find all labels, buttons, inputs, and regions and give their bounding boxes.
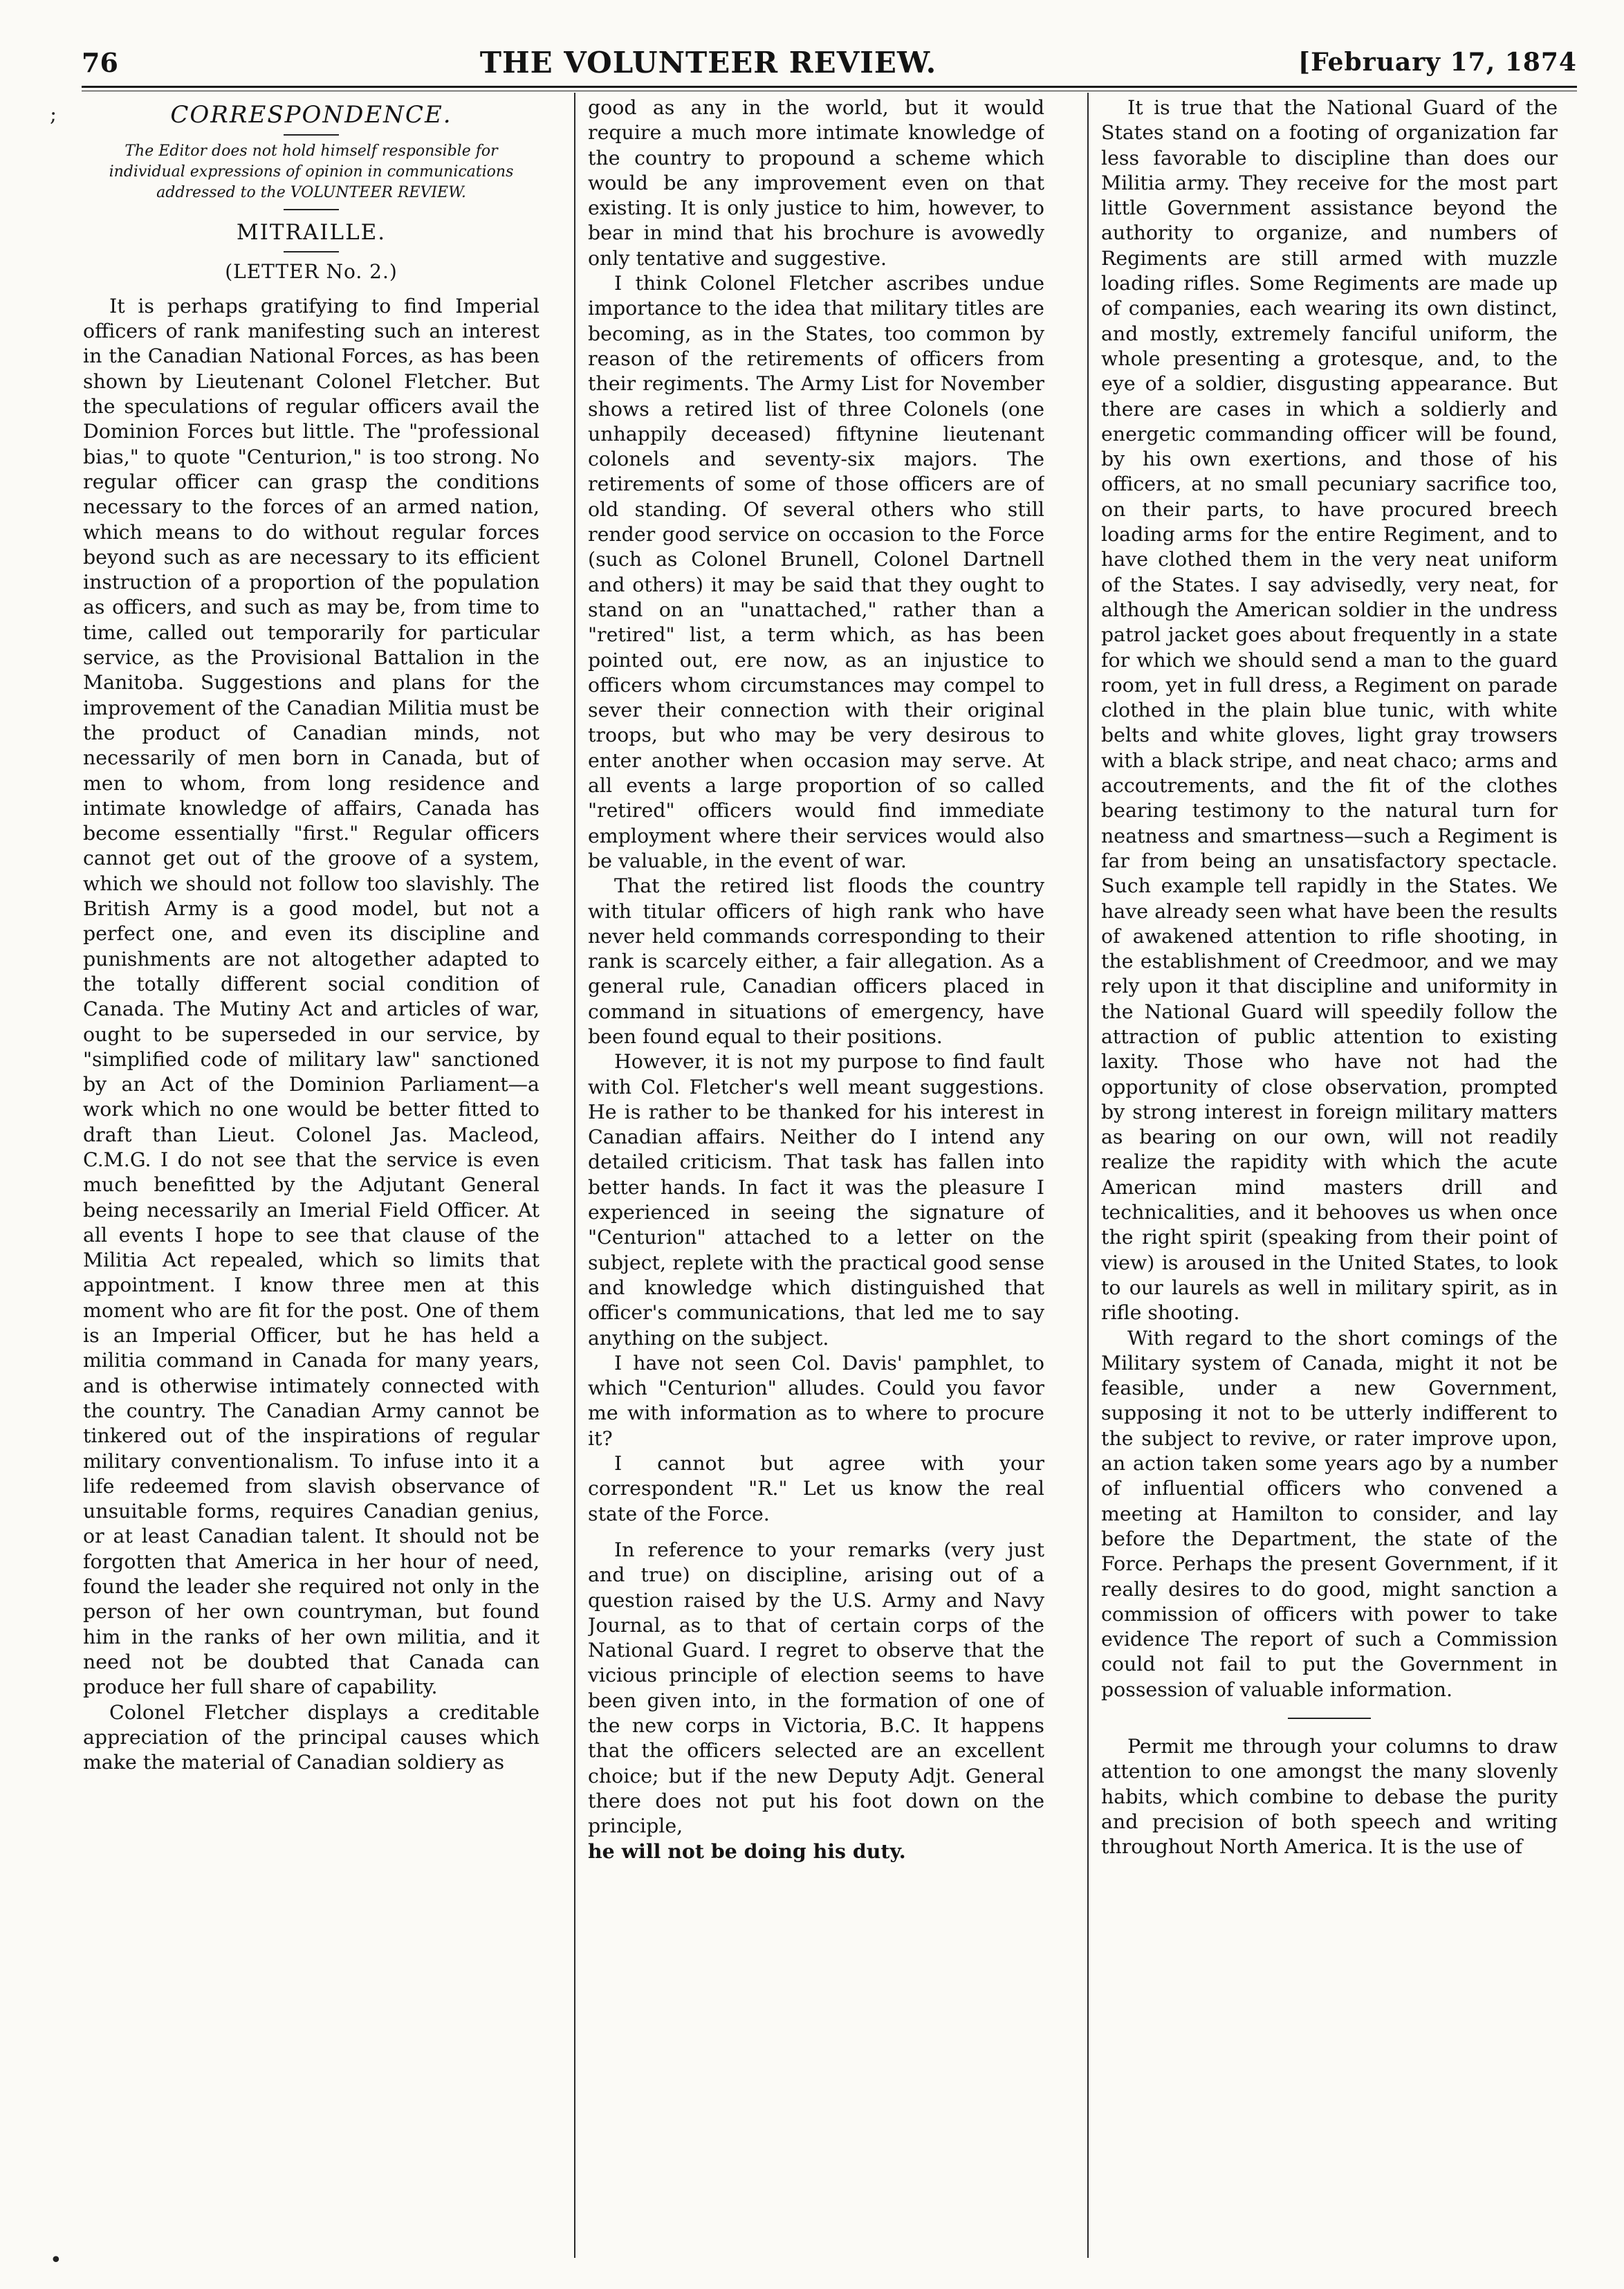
letter-number: (LETTER No. 2.) (225, 259, 398, 283)
section-heading: CORRESPONDENCE. (170, 101, 452, 129)
paragraph: good as any in the world, but it would require a much more intimate knowledge of the country to propound a scheme which would be any improvement even on that existing. It is only justice to him, however, to bear in mind that his brochure is avowedly only tentative and suggestive. (588, 96, 1044, 270)
spacer (588, 1527, 1044, 1538)
article-title: MITRAILLE. (236, 220, 387, 246)
paragraph: However, it is not my purpose to find fault with Col. Fletcher's well meant suggestions. He is rather to be thanked for his interest in Canadian affairs. Neither do I intend any detailed criticism. That task has fallen into better hands. In fact it was the pleasure I experienced in seeing the signature of "Centurion" attached to a letter on the subject, replete with the practical good sense and knowledge which distinguished that officer's communications, that led me to say anything on the subject. (588, 1050, 1044, 1350)
paragraph: It is true that the National Guard of the States stand on a footing of organization far less favorable to discipline than does our Militia army. They receive for the most part little Government assistance beyond the authority to organize, and numbers of Regiments are still armed with muzzle loading rifles. Some Regiments are made up of companies, each wearing its own distinct, and mostly, extremely fanciful uniform, the whole presenting a grotesque, and, to the eye of a soldier, disgusting appearance. But there are cases in which a soldierly and energetic commanding officer will be found, by his own exertions, and those of his officers, at no small pecuniary sacrifice too, on their parts, to have procured breech loading arms for the entire Regiment, and to have clothed them in the very neat uniform of the States. I say advisedly, very neat, for although the American soldier in the undress patrol jacket goes about frequently in a state for which we should send a man to the guard room, yet in full dress, a Regiment on parade clothed in the plain blue tunic, with white belts and white gloves, light gray trowsers with a black stripe, and neat chaco; arms and accoutrements, and the fit of the clothes bearing testimony to the natural turn for neatness and smartness—such a Regiment is far from being an unsatisfactory spectacle. Such example tell rapidly in the States. We have already seen what have been the results of awakened attention to rifle shooting, in the establishment of Creedmoor, and we may rely upon it that discipline and uniformity in the National Guard will speedily follow the attraction of public attention to existing laxity. Those who have not had the opportunity of close observation, prompted by strong interest in foreign military matters as bearing on our own, will not readily realize the rapidity with which the acute American mind masters drill and technicalities, and it behooves us when once the right spirit (speaking from their point of view) is aroused in the United States, to look to our laurels as well in military spirit, as in rifle shooting. (1101, 96, 1558, 1325)
title-rule (284, 251, 339, 252)
paragraph: It is perhaps gratifying to find Imperial officers of rank manifesting such an interest in the Canadian National Forces, as has been shown by Lieutenant Colonel Fletcher. But the speculations of regular officers avail the Dominion Forces but little. The "professional bias," to quote "Centurion," is too strong. No regular officer can grasp the conditions necessary to the forces of an armed nation, which means to do without regular forces beyond such as are necessary to its efficient instruction of a proportion of the population as officers, and such as may be, from time to time, called out temporarily for particular service, as the Provisional Battalion in the Manitoba. Suggestions and plans for the improvement of the Canadian Militia must be the product of Canadian minds, not necessarily of men born in Canada, but of men to whom, from long residence and intimate knowledge of affairs, Canada has become essentially "first." Regular officers cannot get out of the groove of a system, which we should not follow too slavishly. The British Army is a good model, but not a perfect one, and even its discipline and punishments are not altogether adapted to the totally different social condition of Canada. The Mutiny Act and articles of war, ought to be superseded in our service, by "simplified code of military law" sanctioned by an Act of the Dominion Parliament—a work which no one would be better fitted to draft than Lieut. Colonel Jas. Macleod, C.M.G. I do not see that the service is even much benefitted by the Adjutant General being necessarily an Imerial Field Officer. At all events I hope to see that clause of the Militia Act repealed, which so limits that appointment. I know three men at this moment who are fit for the post. One of them is an Imperial Officer, but he has held a militia command in Canada for many years, and is otherwise intimately connected with the country. The Canadian Army cannot be tinkered out of the inspirations of regular military conventionalism. To infuse into it a life redeemed from slavish observance of unsuitable forms, requires Canadian genius, or at least Canadian talent. It should not be forgotten that America in her hour of need, found the leader she required not only in the person of her own countryman, but found him in the ranks of her own militia, and it need not be doubted that Canada can produce her full share of capability. (83, 294, 539, 1699)
paragraph: I cannot but agree with your correspondent "R." Let us know the real state of the Force. (588, 1452, 1044, 1525)
publication-title: THE VOLUNTEER REVIEW. (479, 45, 937, 80)
margin-mark: ; (50, 102, 57, 127)
section-rule (284, 134, 339, 136)
column-2 (588, 95, 1044, 2261)
column-3 (1101, 95, 1558, 2261)
section-break-rule (1288, 1718, 1371, 1719)
paragraph: Colonel Fletcher displays a creditable appreciation of the principal causes which make the material of Canadian soldiery as (83, 1700, 539, 1774)
editor-note: The Editor does not hold himself responsible for individual expressions of opinion in communications addressed to the VOLUNTEER REVIEW. (109, 143, 514, 202)
page-number: 76 (82, 46, 118, 78)
closing-line: he will not be doing his duty. (588, 1839, 906, 1864)
paragraph: I think Colonel Fletcher ascribes undue importance to the idea that military titles are becoming, as in the States, too common by reason of the retirements of officers from their regiments. The Army List for November shows a retired list of three Colonels (one unhappily deceased) fiftynine lieutenant colonels and seventy-six majors. The retirements of some of those officers are of old standing. Of several others who still render good service on occasion to the Force (such as Colonel Brunell, Colonel Dartnell and others) it may be said that they ought to stand on an "unattached," rather than a "retired" list, a term which, as has been pointed out, ere now, as an injustice to officers whom circumstances may compel to sever their connection with their original troops, but who may be very desirous to enter another when occasion may serve. At all events a large proportion of so called "retired" officers would find immediate employment where their services would also be valuable, in the event of war. (588, 272, 1044, 872)
paragraph: In reference to your remarks (very just and true) on discipline, arising out of a question raised by the U.S. Army and Navy Journal, as to that of certain corps of the National Guard. I regret to observe that the vicious principle of election seems to have been given into, in the formation of one of the new corps in Victoria, B.C. It happens that the officers selected are an excellent choice; but if the new Deputy Adjt. General there does not put his foot down on the principle, (588, 1538, 1044, 1838)
paragraph: With regard to the short comings of the Military system of Canada, might it not be feasible, under a new Government, supposing it not to be utterly indifferent to the subject to revive, or rater improve upon, an action taken some years ago by a number of influential officers who convened a meeting at Hamilton to consider, and lay before the Department, the state of the Force. Perhaps the present Government, if it really desires to do good, might sanction a commission of officers with power to take evidence The report of such a Commission could not fail to put the Government in possession of valuable information. (1101, 1326, 1558, 1701)
note-rule (284, 209, 339, 210)
column-1 (83, 95, 539, 2261)
column-divider-2 (1087, 93, 1089, 2258)
paragraph: Permit me through your columns to draw attention to one amongst the many slovenly habits, which combine to debase the purity and precision of both speech and writing throughout North America. It is the use of (1101, 1735, 1558, 1859)
paragraph: That the retired list floods the country with titular officers of high rank who have never held commands corresponding to their rank is scarcely either, a fair allegation. As a general rule, Canadian officers placed in command in situations of emergency, have been found equal to their positions. (588, 874, 1044, 1048)
page-header (82, 42, 1577, 83)
header-rule (82, 86, 1577, 88)
column-divider-1 (574, 93, 575, 2258)
issue-date: [February 17, 1874 (1298, 48, 1577, 77)
paragraph: I have not seen Col. Davis' pamphlet, to which "Centurion" alludes. Could you favor me with information as to where to procure it? (588, 1351, 1044, 1450)
margin-dot: • (50, 2248, 62, 2272)
